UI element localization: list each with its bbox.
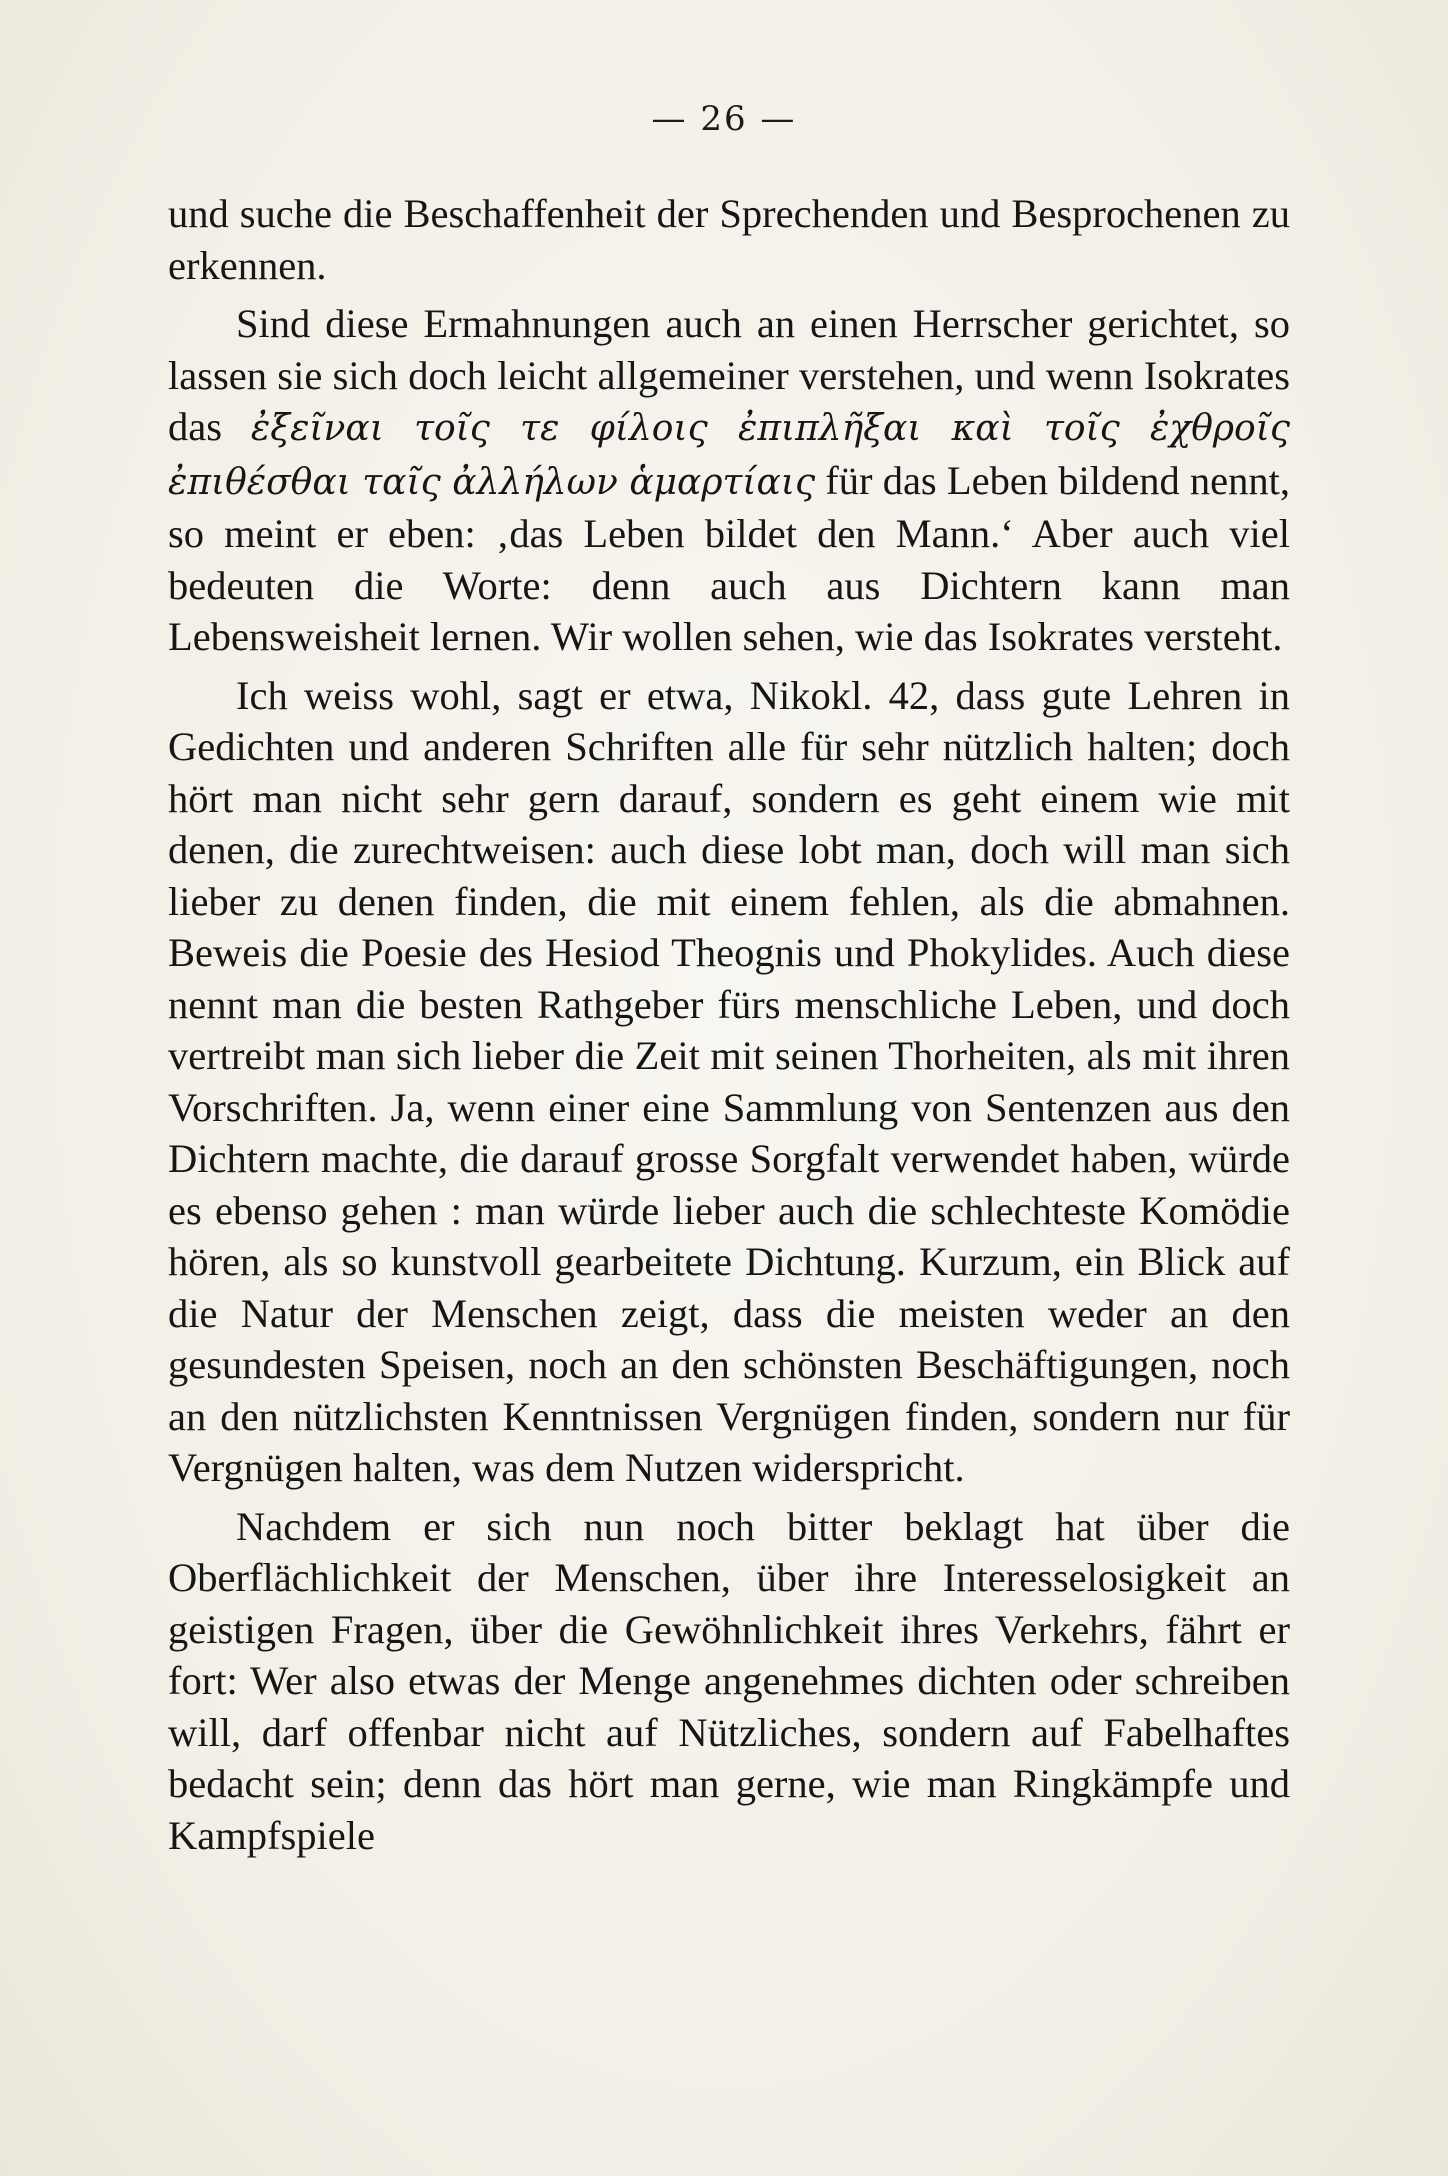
paragraph-4-text: Nachdem er sich nun noch bitter beklagt hat über die Oberflächlichkeit der Menschen, über ihre Interesselosigkeit an geistigen Fragen, über die Gewöhnlichkeit ihres Verkehrs, fährt er fort: Wer also etwas der Menge angenehmes dichten oder schreiben will, darf offenbar nicht auf Nützliches, sondern auf Fabelhaftes bedacht sein; denn das hört man gerne, wie man Ringkämpfe und Kampfspiele bbox=[168, 1503, 1290, 1858]
greek-quotation: ἐξεῖναι τοῖς τε φίλοις ἐπιπλῆξαι καὶ τοῖς ἐχθροῖς ἐπιθέσθαι ταῖς ἀλλήλων ἁμαρτίαις bbox=[168, 408, 1290, 503]
paragraph-2-text-b: für das Leben bildend nennt, so meint er eben: ‚das Leben bildet den Mann.‘ Aber auch viel bedeuten die Worte: denn auch aus Dichtern kann man Lebensweisheit lernen. Wir wollen sehen, wie das Isokrates versteht. bbox=[168, 457, 1290, 659]
paragraph-4 bbox=[168, 1501, 1290, 1862]
paragraph-3 bbox=[168, 670, 1290, 1494]
paragraph-1-text: und suche die Beschaffenheit der Sprechenden und Besprochenen zu erkennen. bbox=[168, 191, 1290, 288]
body-text bbox=[168, 188, 1290, 1861]
paragraph-1 bbox=[168, 188, 1290, 291]
page-number: — 26 — bbox=[651, 99, 797, 139]
paragraph-3-text: Ich weiss wohl, sagt er etwa, Nikokl. 42, dass gute Lehren in Gedichten und anderen Schriften alle für sehr nützlich halten; doch hört man nicht sehr gern darauf, sondern es geht einem wie mit denen, die zurechtweisen: auch diese lobt man, doch will man sich lieber zu denen finden, die mit einem fehlen, als die abmahnen. Beweis die Poesie des Hesiod Theognis und Phokylides. Auch diese nennt man die besten Rathgeber fürs menschliche Leben, und doch vertreibt man sich lieber die Zeit mit seinen Thorheiten, als mit ihren Vorschriften. Ja, wenn einer eine Sammlung von Sentenzen aus den Dichtern machte, die darauf grosse Sorgfalt verwendet haben, würde es ebenso gehen : man würde lieber auch die schlechteste Komödie hören, als so kunstvoll gearbeitete Dichtung. Kurzum, ein Blick auf die Natur der Menschen zeigt, dass die meisten weder an den gesundesten Speisen, noch an den schönsten Beschäftigungen, noch an den nützlichsten Kenntnissen Vergnügen finden, sondern nur für Vergnügen halten, was dem Nutzen widerspricht. bbox=[168, 672, 1290, 1490]
paragraph-2 bbox=[168, 298, 1290, 663]
paragraph-2-text-a: Sind diese Ermahnungen auch an einen Herrscher gerichtet, so lassen sie sich doch leicht allgemeiner verstehen, und wenn Isokrates das bbox=[168, 301, 1290, 449]
